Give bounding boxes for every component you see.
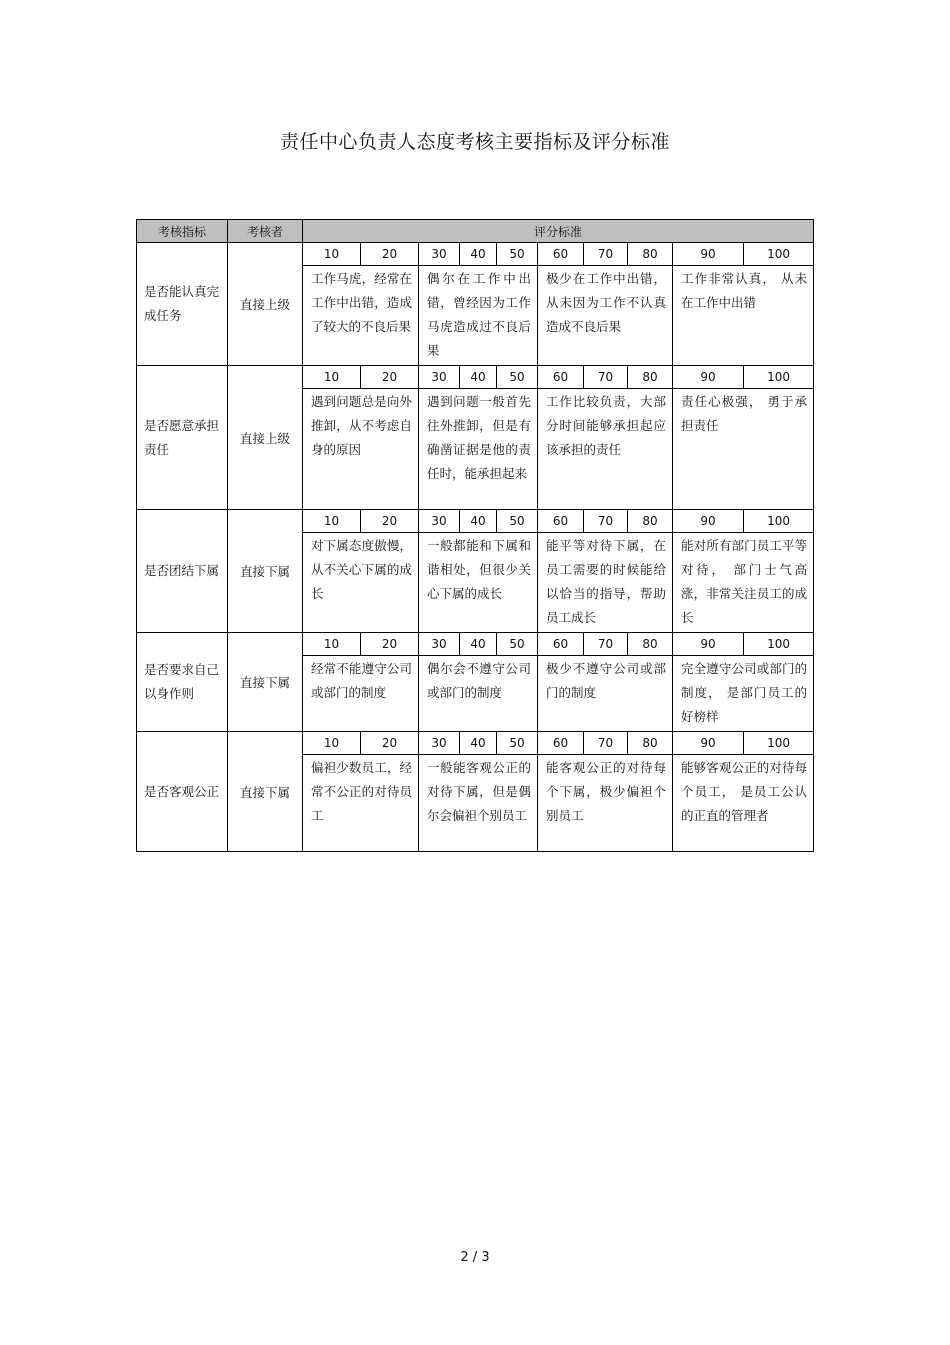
- score-cell: 60: [538, 510, 584, 533]
- score-cell: 30: [419, 633, 460, 656]
- table-row-scores: [137, 510, 814, 533]
- score-cell: 40: [460, 732, 497, 755]
- description-cell: 遇到问题一般首先往外推卸，但是有确凿证据是他的责任时，能承担起来: [419, 389, 538, 510]
- score-cell: 70: [584, 243, 628, 266]
- table-header-row: [137, 220, 814, 243]
- description-cell: 能平等对待下属，在员工需要的时候能给以恰当的指导，帮助员工成长: [538, 533, 673, 633]
- score-cell: 60: [538, 243, 584, 266]
- score-cell: 20: [361, 510, 419, 533]
- evaluator-cell: 直接下属: [228, 510, 303, 633]
- score-cell: 10: [303, 366, 361, 389]
- score-cell: 70: [584, 633, 628, 656]
- indicator-cell: 是否客观公正: [137, 732, 228, 852]
- page-number: 2 / 3: [460, 1250, 490, 1265]
- score-cell: 80: [628, 243, 673, 266]
- description-cell: 遇到问题总是向外推卸，从不考虑自身的原因: [303, 389, 419, 510]
- score-cell: 30: [419, 510, 460, 533]
- table-row-scores: [137, 243, 814, 266]
- score-cell: 30: [419, 732, 460, 755]
- description-cell: 能对所有部门员工平等对待， 部门士气高涨，非常关注员工的成长: [673, 533, 814, 633]
- indicator-cell: 是否团结下属: [137, 510, 228, 633]
- description-cell: 一般能客观公正的对待下属，但是偶尔会偏袒个别员工: [419, 755, 538, 852]
- score-cell: 80: [628, 510, 673, 533]
- description-cell: 一般都能和下属和谐相处，但很少关心下属的成长: [419, 533, 538, 633]
- score-cell: 20: [361, 366, 419, 389]
- score-cell: 90: [673, 510, 744, 533]
- indicator-cell: 是否能认真完成任务: [137, 243, 228, 366]
- table-row-scores: [137, 366, 814, 389]
- score-cell: 50: [497, 732, 538, 755]
- description-cell: 完全遵守公司或部门的制度， 是部门员工的好榜样: [673, 656, 814, 732]
- description-cell: 能够客观公正的对待每个员工， 是员工公认的正直的管理者: [673, 755, 814, 852]
- score-cell: 50: [497, 510, 538, 533]
- score-cell: 50: [497, 366, 538, 389]
- score-cell: 100: [744, 633, 814, 656]
- description-cell: 偏袒少数员工，经常不公正的对待员工: [303, 755, 419, 852]
- evaluator-cell: 直接下属: [228, 633, 303, 732]
- description-cell: 极少在工作中出错，从未因为工作不认真造成不良后果: [538, 266, 673, 366]
- indicator-cell: 是否愿意承担责任: [137, 366, 228, 510]
- score-cell: 60: [538, 366, 584, 389]
- score-cell: 90: [673, 633, 744, 656]
- evaluator-cell: 直接下属: [228, 732, 303, 852]
- score-cell: 90: [673, 732, 744, 755]
- score-cell: 40: [460, 510, 497, 533]
- score-cell: 10: [303, 510, 361, 533]
- score-cell: 10: [303, 732, 361, 755]
- evaluator-cell: 直接上级: [228, 366, 303, 510]
- score-cell: 40: [460, 366, 497, 389]
- score-cell: 20: [361, 732, 419, 755]
- score-cell: 80: [628, 633, 673, 656]
- score-cell: 40: [460, 243, 497, 266]
- score-cell: 60: [538, 732, 584, 755]
- evaluator-cell: 直接上级: [228, 243, 303, 366]
- indicator-cell: 是否要求自己以身作则: [137, 633, 228, 732]
- score-cell: 10: [303, 633, 361, 656]
- score-cell: 10: [303, 243, 361, 266]
- score-cell: 70: [584, 366, 628, 389]
- description-cell: 能客观公正的对待每个下属，极少偏袒个别员工: [538, 755, 673, 852]
- score-cell: 80: [628, 732, 673, 755]
- description-cell: 工作马虎，经常在工作中出错，造成了较大的不良后果: [303, 266, 419, 366]
- score-cell: 90: [673, 243, 744, 266]
- score-cell: 70: [584, 510, 628, 533]
- description-cell: 偶尔在工作中出错，曾经因为工作马虎造成过不良后果: [419, 266, 538, 366]
- score-cell: 70: [584, 732, 628, 755]
- description-cell: 极少不遵守公司或部门的制度: [538, 656, 673, 732]
- document-title: 责任中心负责人态度考核主要指标及评分标准: [279, 131, 670, 153]
- score-cell: 60: [538, 633, 584, 656]
- score-cell: 20: [361, 243, 419, 266]
- description-cell: 工作非常认真， 从未在工作中出错: [673, 266, 814, 366]
- header-indicator: 考核指标: [137, 220, 228, 243]
- score-cell: 100: [744, 510, 814, 533]
- score-cell: 40: [460, 633, 497, 656]
- assessment-table: [136, 219, 814, 852]
- score-cell: 100: [744, 366, 814, 389]
- header-evaluator: 考核者: [228, 220, 303, 243]
- description-cell: 经常不能遵守公司或部门的制度: [303, 656, 419, 732]
- score-cell: 50: [497, 243, 538, 266]
- description-cell: 偶尔会不遵守公司或部门的制度: [419, 656, 538, 732]
- score-cell: 80: [628, 366, 673, 389]
- description-cell: 责任心极强， 勇于承担责任: [673, 389, 814, 510]
- score-cell: 20: [361, 633, 419, 656]
- description-cell: 工作比较负责，大部分时间能够承担起应该承担的责任: [538, 389, 673, 510]
- table-row-scores: [137, 633, 814, 656]
- score-cell: 90: [673, 366, 744, 389]
- score-cell: 30: [419, 366, 460, 389]
- table-row-scores: [137, 732, 814, 755]
- score-cell: 30: [419, 243, 460, 266]
- description-cell: 对下属态度傲慢，从不关心下属的成长: [303, 533, 419, 633]
- header-standard: 评分标准: [303, 220, 814, 243]
- score-cell: 50: [497, 633, 538, 656]
- score-cell: 100: [744, 243, 814, 266]
- score-cell: 100: [744, 732, 814, 755]
